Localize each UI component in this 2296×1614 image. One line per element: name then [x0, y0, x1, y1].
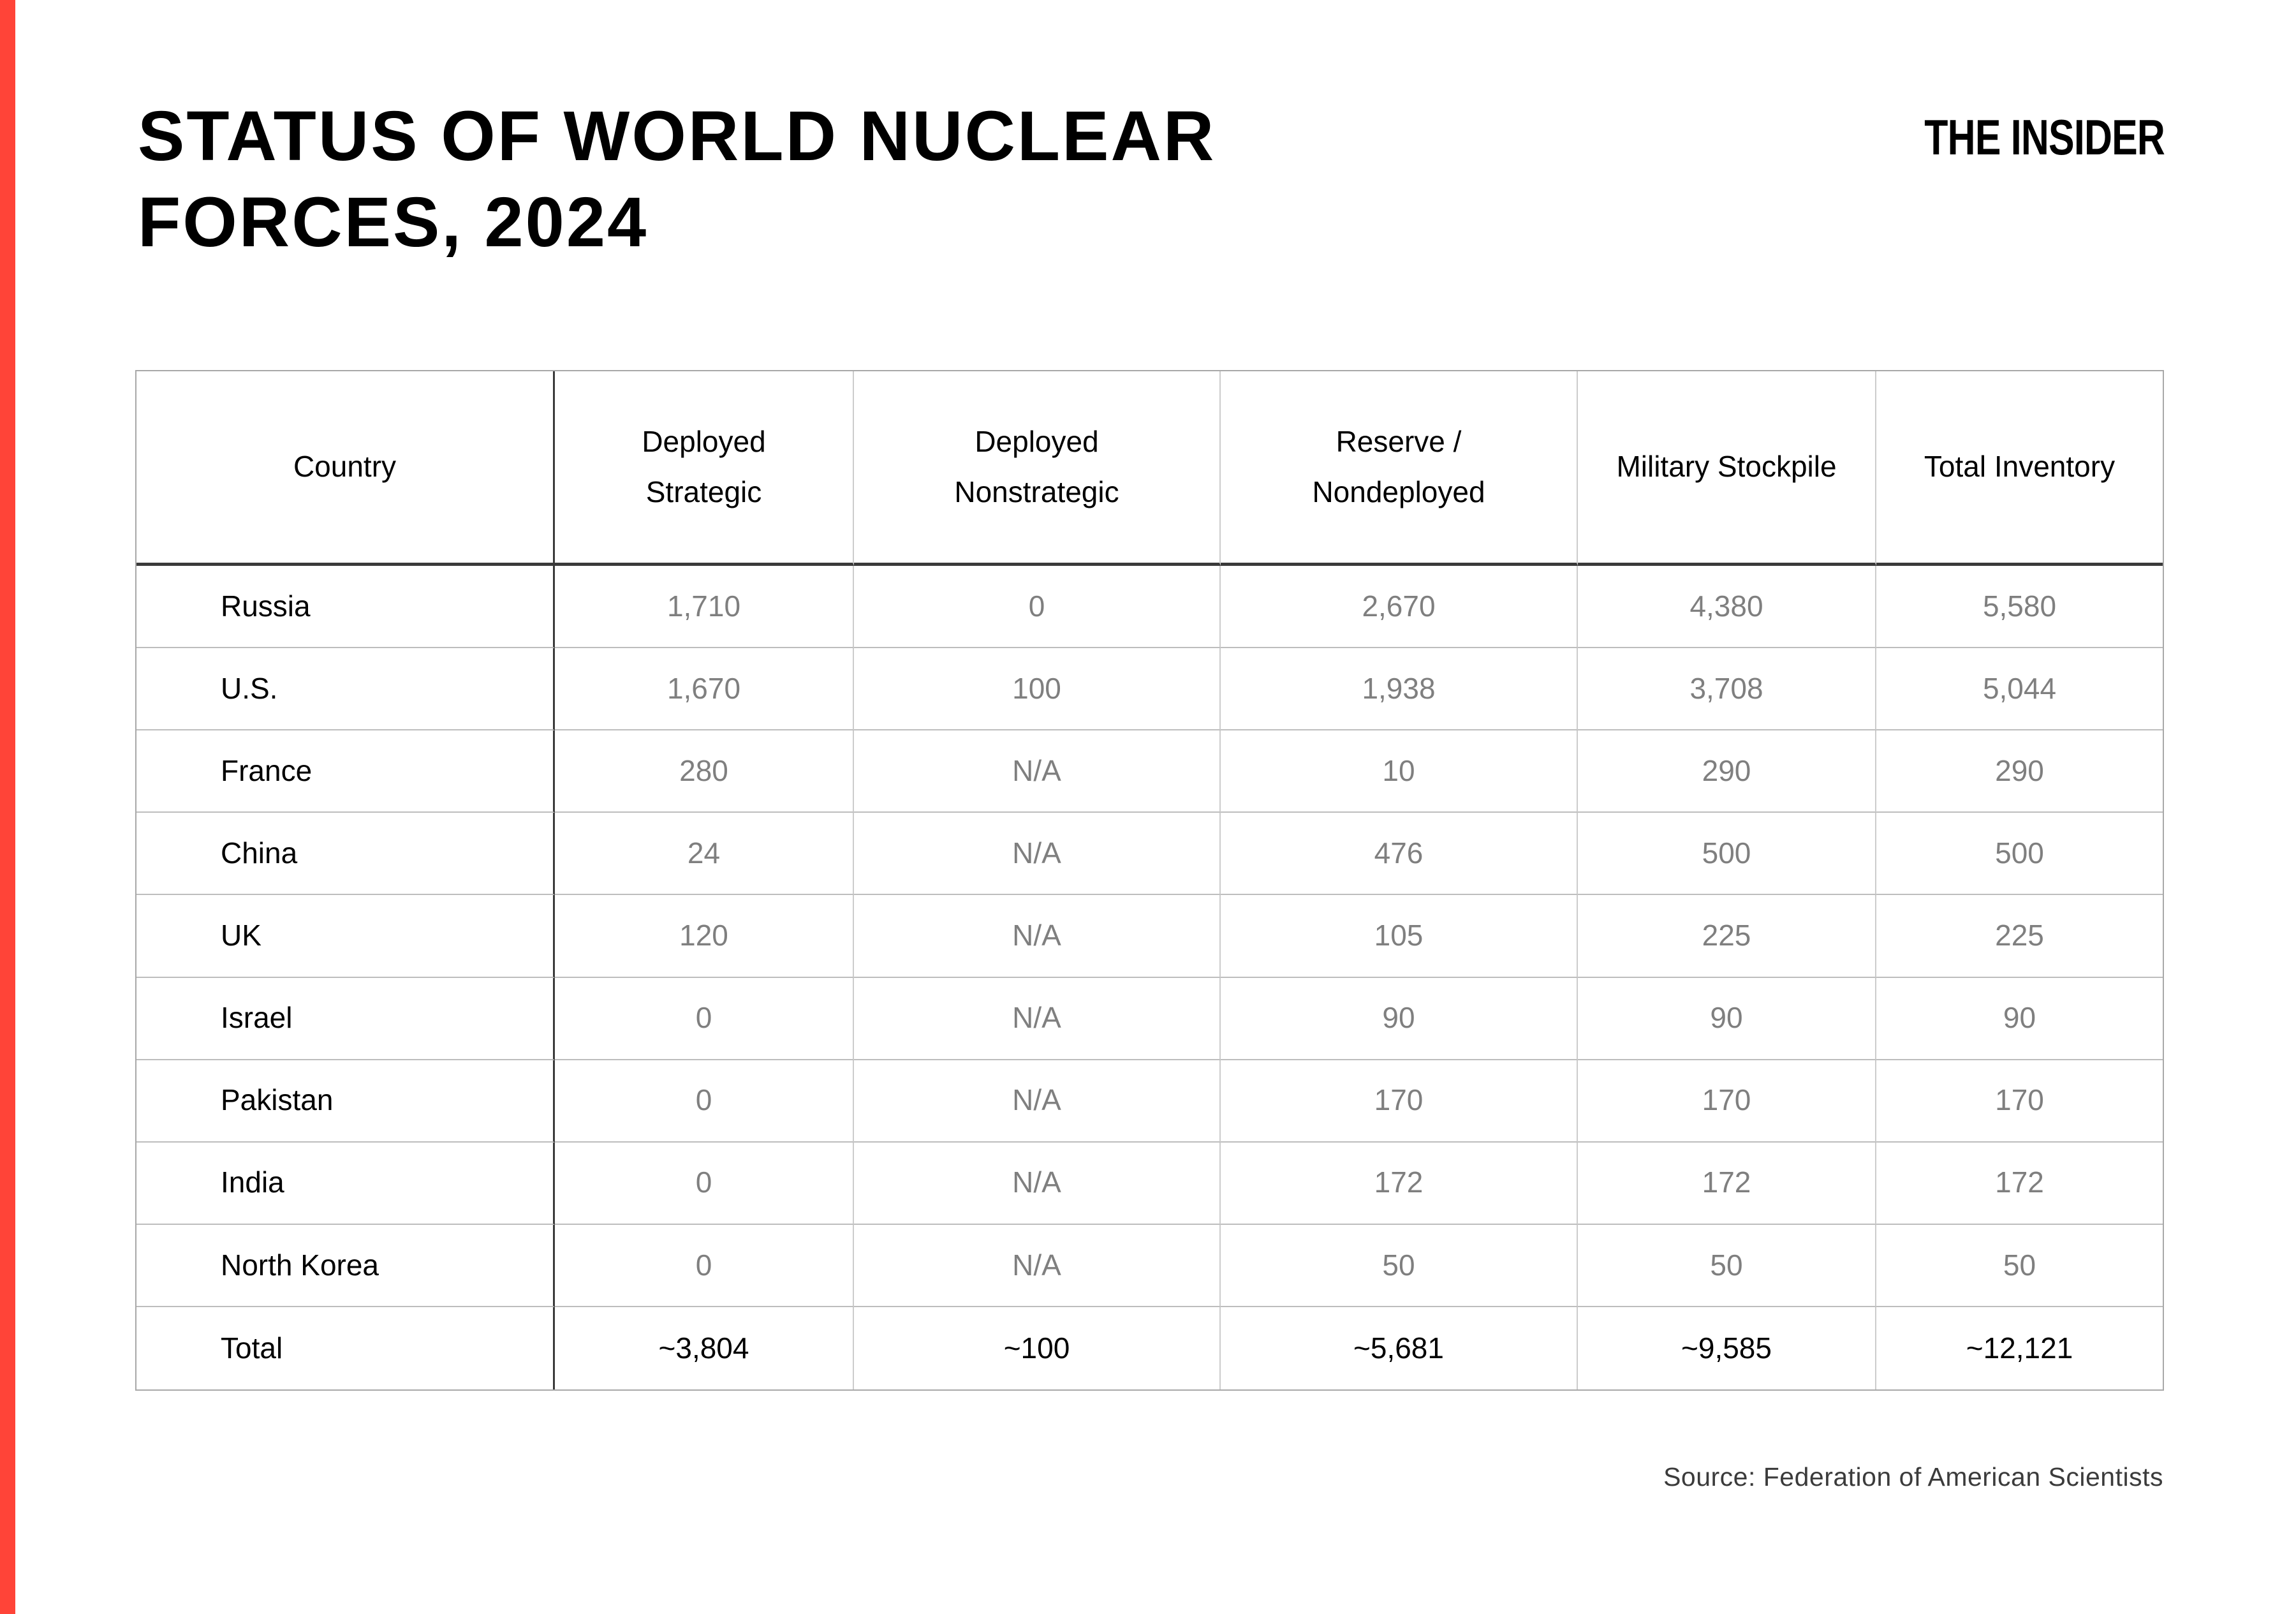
- value-cell: 5,044: [1876, 648, 2163, 730]
- column-header: Total Inventory: [1876, 371, 2163, 566]
- value-cell: 0: [555, 1143, 854, 1225]
- value-cell: 105: [1221, 895, 1578, 977]
- value-cell: N/A: [854, 1060, 1221, 1143]
- column-header: Military Stockpile: [1578, 371, 1876, 566]
- value-cell: 0: [854, 566, 1221, 648]
- source-credit: Source: Federation of American Scientists: [1663, 1462, 2163, 1492]
- value-cell: ~5,681: [1221, 1307, 1578, 1389]
- value-cell: 172: [1876, 1143, 2163, 1225]
- page-title-line2: FORCES, 2024: [138, 183, 649, 262]
- brand-logo: THE INSIDER: [1924, 109, 2165, 165]
- value-cell: 1,670: [555, 648, 854, 730]
- value-cell: 50: [1578, 1225, 1876, 1307]
- value-cell: 1,938: [1221, 648, 1578, 730]
- value-cell: 290: [1578, 730, 1876, 813]
- value-cell: 90: [1876, 978, 2163, 1060]
- value-cell: ~3,804: [555, 1307, 854, 1389]
- row-label: U.S.: [136, 648, 555, 730]
- value-cell: 1,710: [555, 566, 854, 648]
- value-cell: 50: [1876, 1225, 2163, 1307]
- row-label: North Korea: [136, 1225, 555, 1307]
- value-cell: 170: [1876, 1060, 2163, 1143]
- value-cell: 0: [555, 1060, 854, 1143]
- value-cell: 290: [1876, 730, 2163, 813]
- value-cell: N/A: [854, 1225, 1221, 1307]
- page-title-line1: STATUS OF WORLD NUCLEAR: [138, 97, 1216, 175]
- value-cell: 120: [555, 895, 854, 977]
- value-cell: 100: [854, 648, 1221, 730]
- value-cell: 280: [555, 730, 854, 813]
- column-header: Deployed Strategic: [555, 371, 854, 566]
- row-label: France: [136, 730, 555, 813]
- value-cell: 500: [1578, 813, 1876, 895]
- value-cell: 170: [1221, 1060, 1578, 1143]
- row-label: Israel: [136, 978, 555, 1060]
- value-cell: N/A: [854, 730, 1221, 813]
- accent-bar: [0, 0, 15, 1614]
- value-cell: 50: [1221, 1225, 1578, 1307]
- value-cell: 3,708: [1578, 648, 1876, 730]
- nuclear-forces-table: [135, 370, 2164, 1391]
- value-cell: 5,580: [1876, 566, 2163, 648]
- value-cell: 225: [1578, 895, 1876, 977]
- column-header: Country: [136, 371, 555, 566]
- value-cell: 172: [1221, 1143, 1578, 1225]
- value-cell: 4,380: [1578, 566, 1876, 648]
- value-cell: 0: [555, 1225, 854, 1307]
- page-title: [138, 93, 1216, 266]
- value-cell: N/A: [854, 895, 1221, 977]
- value-cell: 170: [1578, 1060, 1876, 1143]
- value-cell: ~9,585: [1578, 1307, 1876, 1389]
- column-header: Deployed Nonstrategic: [854, 371, 1221, 566]
- value-cell: 500: [1876, 813, 2163, 895]
- value-cell: 24: [555, 813, 854, 895]
- value-cell: 90: [1221, 978, 1578, 1060]
- value-cell: 10: [1221, 730, 1578, 813]
- value-cell: 476: [1221, 813, 1578, 895]
- column-header: Reserve / Nondeployed: [1221, 371, 1578, 566]
- value-cell: N/A: [854, 1143, 1221, 1225]
- value-cell: 0: [555, 978, 854, 1060]
- row-label: Pakistan: [136, 1060, 555, 1143]
- row-label: UK: [136, 895, 555, 977]
- value-cell: ~12,121: [1966, 1331, 2073, 1365]
- value-cell: N/A: [854, 978, 1221, 1060]
- row-label: India: [136, 1143, 555, 1225]
- value-cell: 90: [1578, 978, 1876, 1060]
- row-label: Russia: [136, 566, 555, 648]
- value-cell: 172: [1578, 1143, 1876, 1225]
- row-label: China: [136, 813, 555, 895]
- row-label: Total: [136, 1307, 555, 1389]
- value-cell: N/A: [854, 813, 1221, 895]
- value-cell: 2,670: [1221, 566, 1578, 648]
- value-cell: 225: [1876, 895, 2163, 977]
- value-cell: ~100: [854, 1307, 1221, 1389]
